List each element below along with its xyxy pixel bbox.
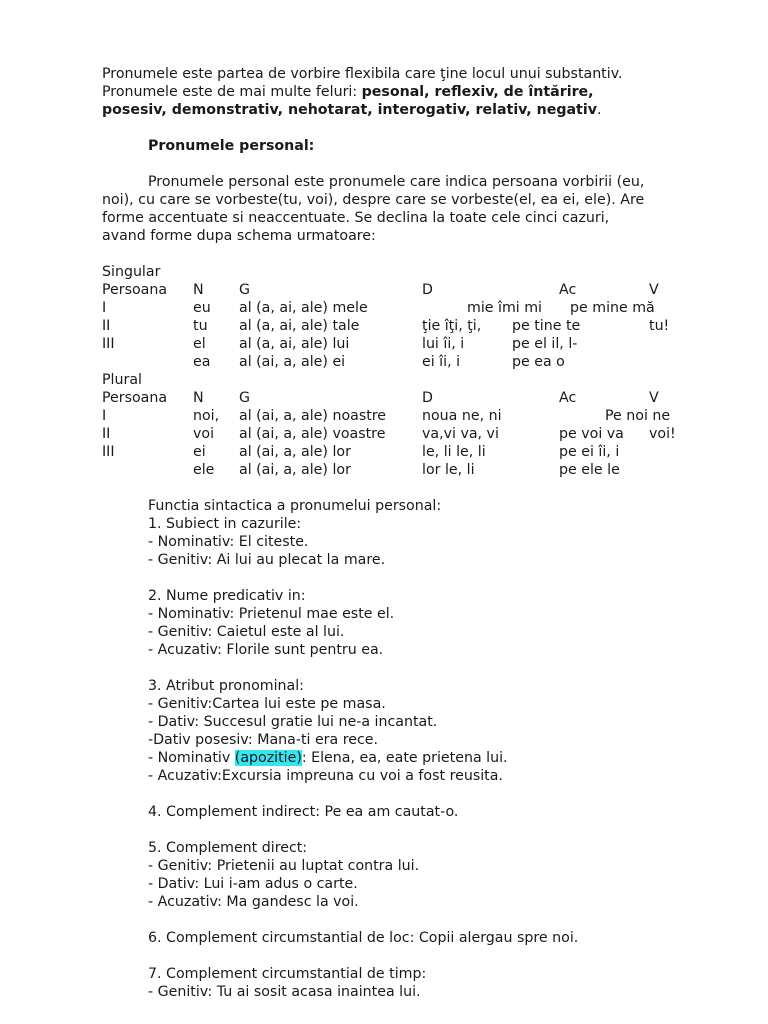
col-v: V [649, 390, 659, 406]
intro-line-3: posesiv, demonstrativ, nehotarat, interogativ, relativ, negativ. [102, 102, 602, 118]
table-row: I eu al (a, ai, ale) mele mie îmi mi pe mine mă [102, 300, 655, 316]
col-n: N [193, 282, 204, 298]
col-g: G [239, 390, 250, 406]
definition-line-3: forme accentuate si neaccentuate. Se declina la toate cele cinci cazuri, [102, 210, 610, 226]
list-item: - Genitiv:Cartea lui este pe masa. [148, 696, 386, 712]
plural-header-row [102, 389, 702, 407]
list-item: - Genitiv: Tu ai sosit acasa inaintea lui. [148, 984, 421, 1000]
section-title: Pronumele personal: [148, 138, 315, 154]
list-item: - Nominativ: El citeste. [148, 534, 309, 550]
table-row: ea al (ai, a, ale) ei ei îi, i pe ea o [193, 354, 565, 370]
functions-heading: Functia sintactica a pronumelui personal: [148, 498, 442, 514]
list-item: 2. Nume predicativ in: [148, 588, 306, 604]
definition-line-1: Pronumele personal este pronumele care indica persoana vorbirii (eu, [148, 174, 645, 190]
list-item: - Acuzativ: Florile sunt pentru ea. [148, 642, 384, 658]
list-item: 7. Complement circumstantial de timp: [148, 966, 427, 982]
intro-line-1: Pronumele este partea de vorbire flexibila care ţine locul unui substantiv. [102, 66, 623, 82]
list-item: 6. Complement circumstantial de loc: Copii alergau spre noi. [148, 930, 579, 946]
list-item: - Nominativ (apozitie): Elena, ea, eate prietena lui. [148, 750, 508, 766]
pronoun-types-bold-2: posesiv, demonstrativ, nehotarat, interogativ, relativ, negativ [102, 102, 597, 118]
functions-section [148, 497, 702, 1001]
pronoun-types-bold: pesonal, reflexiv, de întărire, [361, 84, 594, 100]
list-item: - Genitiv: Caietul este al lui. [148, 624, 345, 640]
table-row: III el al (a, ai, ale) lui lui îi, i pe el il, l- [102, 336, 578, 352]
col-ac: Ac [559, 390, 577, 406]
table-row: III ei al (ai, a, ale) lor le, li le, li pe ei îi, i [102, 444, 620, 460]
table-row: II tu al (a, ai, ale) tale ţie îţi, ţi, pe tine te tu! [102, 318, 670, 334]
list-item: - Nominativ: Prietenul mae este el. [148, 606, 395, 622]
table-row: II voi al (ai, a, ale) voastre va,vi va, vi pe voi va voi! [102, 426, 676, 442]
definition-line-2: noi), cu care se vorbeste(tu, voi), despre care se vorbeste(el, ea ei, ele). Are [102, 192, 645, 208]
col-d: D [422, 282, 433, 298]
list-item: -Dativ posesiv: Mana-ti era rece. [148, 732, 379, 748]
intro-line-2: Pronumele este de mai multe feluri: pesonal, reflexiv, de întărire, [102, 84, 594, 100]
list-item: - Genitiv: Ai lui au plecat la mare. [148, 552, 386, 568]
highlighted-text: (apozitie) [234, 750, 302, 766]
plural-label: Plural [102, 372, 142, 388]
list-item: 1. Subiect in cazurile: [148, 516, 302, 532]
col-n: N [193, 390, 204, 406]
col-ac: Ac [559, 282, 577, 298]
col-persoana: Persoana [102, 390, 168, 406]
list-item: - Acuzativ: Ma gandesc la voi. [148, 894, 359, 910]
list-item: 4. Complement indirect: Pe ea am cautat-o. [148, 804, 459, 820]
list-item: - Acuzativ:Excursia impreuna cu voi a fost reusita. [148, 768, 503, 784]
definition-line-4: avand forme dupa schema urmatoare: [102, 228, 376, 244]
document-page [102, 65, 702, 1001]
list-item: - Dativ: Succesul gratie lui ne-a incantat. [148, 714, 438, 730]
table-row: ele al (ai, a, ale) lor lor le, li pe ele le [193, 462, 620, 478]
col-d: D [422, 390, 433, 406]
col-g: G [239, 282, 250, 298]
col-persoana: Persoana [102, 282, 168, 298]
list-item: 5. Complement direct: [148, 840, 308, 856]
table-row: I noi, al (ai, a, ale) noastre noua ne, ni Pe noi ne [102, 408, 671, 424]
list-item: 3. Atribut pronominal: [148, 678, 304, 694]
list-item: - Genitiv: Prietenii au luptat contra lui. [148, 858, 420, 874]
col-v: V [649, 282, 659, 298]
singular-header-row [102, 281, 702, 299]
list-item: - Dativ: Lui i-am adus o carte. [148, 876, 358, 892]
singular-label: Singular [102, 264, 161, 280]
